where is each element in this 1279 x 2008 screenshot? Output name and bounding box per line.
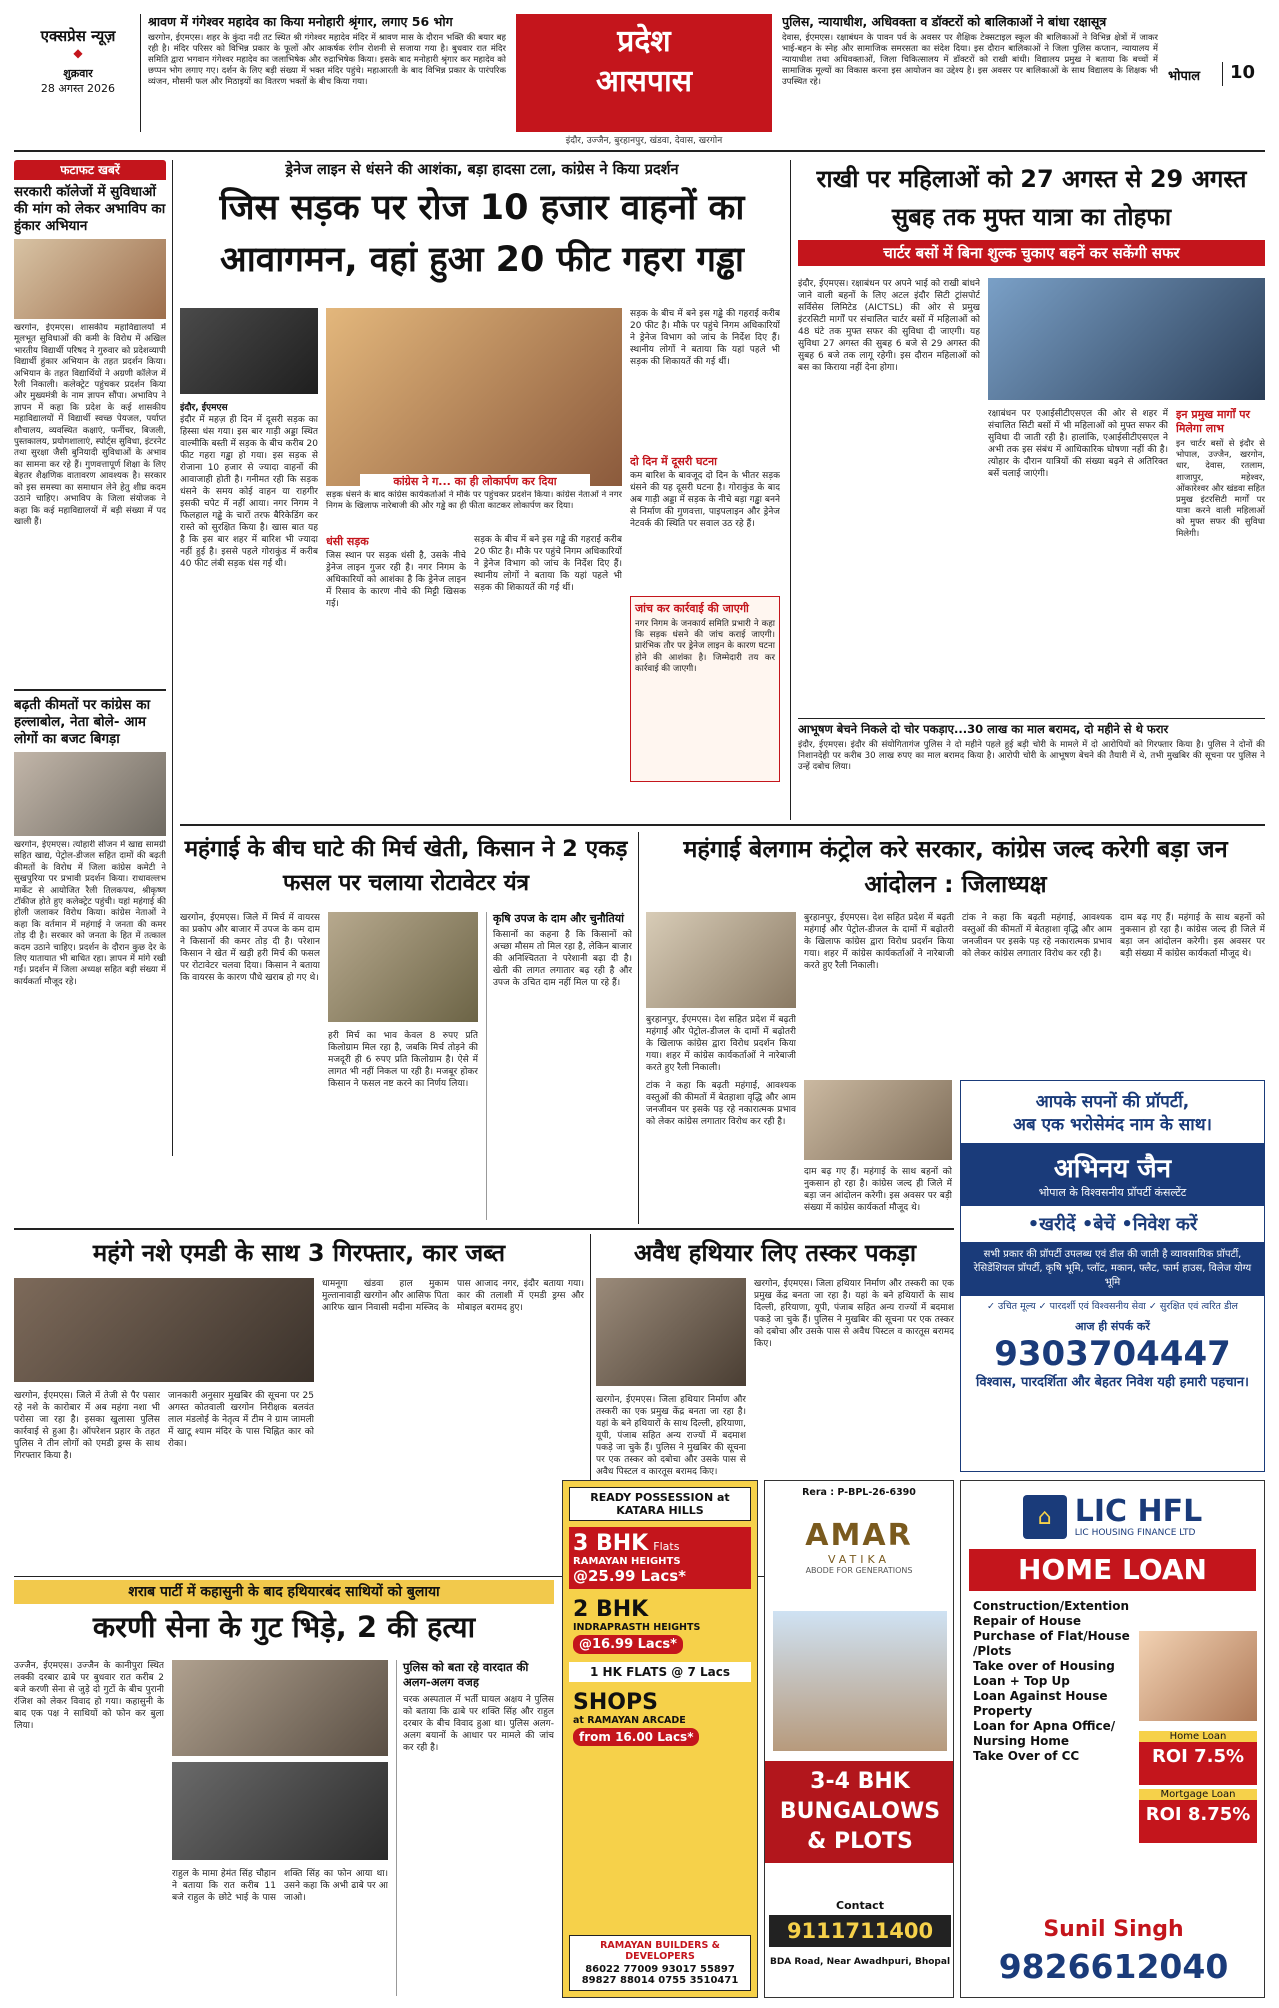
chilli-body-1: खरगोन, ईएमएस। जिले में मिर्च में वायरस का प्रकोप और बाजार में उपज के कम दाम ने किसानों की कमर तोड़ दी है। परेशान किसान ने खेत में खड़ी हरी मिर्च की फसल पर रोटावेटर चलवा दिया। किसान ने बताया कि वायरस के कारण पौधे खराब हो गए थे।	[180, 913, 320, 983]
md-headline: महंगे नशे एमडी के साथ 3 गिरफ्तार, कार जब्त	[92, 1239, 506, 1267]
karni-inset-title: पुलिस को बता रहे वारदात की अलग-अलग वजह	[403, 1660, 529, 1689]
section-title-line2: आसपास	[595, 64, 693, 99]
congress-body-3b: दाम बढ़ गए हैं। महंगाई के साथ बहनों को नुकसान हो रहा है। कांग्रेस जल्द ही जिले में बड़ा जन आंदोलन करेगी। इस अवसर पर बड़ी संख्या में कांग्रेस कार्यकर्ता मौजूद थे।	[804, 1167, 952, 1213]
section-banner	[516, 14, 772, 132]
arms-headline: अवैध हथियार लिए तस्कर पकड़ा	[633, 1239, 917, 1267]
chilli-headline: महंगाई के बीच घाटे की मिर्च खेती, किसान ने 2 एकड़ फसल पर चलाया रोटावेटर यंत्र	[184, 836, 628, 896]
lead-photo-pothole	[180, 308, 318, 394]
property-ad-line2: अब एक भरोसेमंद नाम के साथ।	[1013, 1115, 1212, 1135]
lic-badge-mortgage-rate: ROI 8.75%	[1145, 1804, 1251, 1825]
md-body-3: धामनूगा खंडवा हाल मुकाम मुल्तानावाड़ी खरगोन और आसिफ पिता आरिफ खान निवासी मदीना मस्जिद के पास आजाद नगर, इंदौर बताया गया। कार की तलाशी में एमडी ड्रग्स और मोबाइल बरामद हुए।	[322, 1279, 584, 1313]
katara-phones: 86022 77009 93017 55897 89827 88014 0755 3510471	[581, 1964, 739, 1986]
rakhi-body-2: रक्षाबंधन पर एआईसीटीएसएल की ओर से शहर में संचालित सिटी बसों में भी महिलाओं को मुफ्त सफर की सुविधा दी जाती रही है। हालांकि, एआईसीटीएसएल ने अभी तक इस संबंध में आधिकारिक घोषणा नहीं की है। त्योहार के दौरान यात्रियों की संख्या बढ़ने से अतिरिक्त बसें चलाई जाएंगी।	[988, 409, 1168, 479]
congress-body-2: टांक ने कहा कि बढ़ती महंगाई, आवश्यक वस्तुओं की कीमतों में बेतहाशा वृद्धि और आम जनजीवन पर इसके पड़ रहे नकारात्मक प्रभाव को लेकर कांग्रेस लगातार विरोध कर रही है।	[962, 913, 1112, 959]
amar-headline: 3-4 BHK BUNGALOWS & PLOTS	[765, 1761, 954, 1863]
lic-service-item: Take Over of CC	[973, 1749, 1080, 1763]
lic-family-photo	[1139, 1631, 1257, 1721]
lead-body-1: इंदौर में महज़ ही दिन में दूसरी सड़क का हिस्सा धंस गया। इस बार गाड़ी अड्डा स्थित वाल्मीकि बस्ती में सड़क के बीच करीब 20 फीट गहरा गड्ढा हो गया। इस सड़क से रोजाना 10 हजार से ज्यादा वाहनों की आवाजाही होती है। गनीमत रही कि सड़क धंसने के समय कोई वाहन या राहगीर इसकी चपेट में नहीं आया। नगर निगम ने फिलहाल गड्ढे के चारों तरफ बैरिकेडिंग कर रास्ते को सुरक्षित किया है। खास बात यह है कि इस बार शहर में बारिश भी ज्यादा नहीं हुई है। इससे पहले गोराकुंड में करीब 40 फीट लंबी सड़क धंस गई थी।	[180, 415, 318, 569]
chilli-inset-title: कृषि उपज के दाम और चुनौतियां	[493, 912, 624, 925]
congress-story	[646, 832, 1265, 1076]
lic-service-item: Construction/Extention	[973, 1599, 1130, 1613]
katara-top: READY POSSESSION at KATARA HILLS	[569, 1487, 751, 1521]
katara-project2: INDRAPRASTH HEIGHTS	[573, 1622, 701, 1633]
lic-contact-name: Sunil Singh	[1043, 1917, 1184, 1942]
masthead-left-story	[148, 14, 506, 132]
karni-victims-photo	[172, 1660, 388, 1756]
katara-price2: @16.99 Lacs*	[573, 1635, 683, 1654]
lead-inset-box	[630, 596, 780, 782]
rakhi-story	[798, 160, 1265, 720]
karni-headline: करणी सेना के गुट भिड़े, 2 की हत्या	[92, 1610, 476, 1644]
congress-body-2b: टांक ने कहा कि बढ़ती महंगाई, आवश्यक वस्तुओं की कीमतों में बेतहाशा वृद्धि और आम जनजीवन पर इसके पड़ रहे नकारात्मक प्रभाव को लेकर कांग्रेस लगातार विरोध कर रही है।	[646, 1081, 796, 1127]
lic-services-list	[973, 1599, 1133, 1764]
karni-kicker: शराब पार्टी में कहासुनी के बाद हथियारबंद साथियों को बुलाया	[14, 1580, 554, 1604]
lead-story	[180, 160, 784, 820]
congress-body-3: दाम बढ़ गए हैं। महंगाई के साथ बहनों को नुकसान हो रहा है। कांग्रेस जल्द ही जिले में बड़ा जन आंदोलन करेगी। इस अवसर पर बड़ी संख्या में कांग्रेस कार्यकर्ता मौजूद थे।	[1120, 913, 1265, 959]
chilli-body-2: हरी मिर्च का भाव केवल 8 रुपए प्रति किलोग्राम मिल रहा है, जबकि मिर्च तोड़ने की मजदूरी ही 6 रुपए प्रति किलोग्राम है। ऐसे में लागत भी नहीं निकल पा रही है। मजबूर होकर किसान ने फसल नष्ट करने का निर्णय लिया।	[328, 1031, 478, 1089]
theft-brief-headline: आभूषण बेचने निकले दो चोर पकड़ाए...30 लाख का माल बरामद, दो महीने से थे फरार	[798, 722, 1169, 736]
lic-title: HOME LOAN	[969, 1549, 1256, 1591]
left-story2-body: खरगोन, ईएमएस। त्योहारी सीजन में खाद्य सामग्री सहित खाद्य, पेट्रोल-डीजल सहित दामों की बढ़ती कीमतों के विरोध में जिला कांग्रेस कमेटी ने सुखपुरिया पर प्रभावी प्रदर्शन किया। राधावल्लभ मार्केट से आयोजित रैली तिलकपथ, श्रीकृष्ण टॉकीज होते हुए कलेक्ट्रेट पहुंची। यहां महंगाई की होली जलाकर विरोध किया। कांग्रेस नेताओं ने कहा कि वर्तमान में महंगाई ने जनता की कमर तोड़ दी है। सरकार को जनता के हित में तत्काल कदम उठाने चाहिए। प्रदर्शन के दौरान कुछ देर के लिए यातायात भी बाधित रहा। ज्ञापन में मांगे रखी गईं। प्रदर्शन में जिला अध्यक्ष सहित बड़ी संख्या में कार्यकर्ता मौजूद रहे।	[14, 840, 166, 987]
lead-body-3: सड़क के बीच में बने इस गड्ढे की गहराई करीब 20 फीट है। मौके पर पहुंचे निगम अधिकारियों ने ड्रेनेज विभाग को जांच के निर्देश दिए हैं। स्थानीय लोगों ने बताया कि यहां पहले भी सड़क की शिकायतें की गई थीं।	[630, 309, 780, 367]
lead-body-4: कम बारिश के बावजूद दो दिन के भीतर सड़क धंसने की यह दूसरी घटना है। गोराकुंड के बाद अब गाड़ी अड्डा में सड़क के नीचे बड़ा गड्ढा बनने से निर्माण की गुणवत्ता, पाइपलाइन और ड्रेनेज नेटवर्क की स्थिति पर सवाल उठ रहे हैं।	[630, 471, 780, 529]
lic-service-item: Loan + Top Up	[973, 1674, 1070, 1688]
rakhi-side-title: इन प्रमुख मार्गों पर मिलेगा लाभ	[1176, 408, 1251, 435]
left-story2-headline: बढ़ती कीमतों पर कांग्रेस का हल्लाबोल, नेता बोले- आम लोगों का बजट बिगड़ा	[14, 697, 151, 747]
katara-3bhk-label: Flats	[653, 1540, 680, 1553]
katara-builder: RAMAYAN BUILDERS & DEVELOPERS	[600, 1940, 720, 1962]
property-ad-contact-label: आज ही संपर्क करें	[1075, 1320, 1150, 1333]
karni-body-2: राहुल के मामा हेमंत सिंह चौहान ने बताया कि रात करीब 11 बजे राहुल के छोटे भाई के पास शक्ति सिंह का फोन आया था। उसने कहा कि अभी ढाबे पर आ जाओ।	[172, 1869, 388, 1903]
karni-inset	[396, 1660, 554, 1996]
lic-brand: LIC HFL	[1074, 1494, 1203, 1529]
congress-headline: महंगाई बेलगाम कंट्रोल करे सरकार, कांग्रेस जल्द करेगी बड़ा जन आंदोलन : जिलाध्यक्ष	[683, 835, 1228, 898]
edition-label: भोपाल	[1168, 69, 1201, 84]
arms-body: खरगोन, ईएमएस। जिला हथियार निर्माण और तस्करी का एक प्रमुख केंद्र बनता जा रहा है। यहां के बने हथियारों के साथ दिल्ली, हरियाणा, यूपी, पंजाब सहित अन्य राज्यों में बदमाश पकड़े जा चुके हैं। पुलिस ने मुखबिर की सूचना पर एक तस्कर को दबोचा और उसके पास से अवैध पिस्टल व कारतूस बरामद किए।	[754, 1279, 954, 1349]
masthead-left-headline: श्रावण में गंगेश्वर महादेव का किया मनोहारी श्रृंगार, लगाए 56 भोग	[148, 14, 453, 29]
lic-service-item: Nursing Home	[973, 1734, 1069, 1748]
lic-service-item: Loan for Apna Office/	[973, 1719, 1116, 1733]
rakhi-headline: राखी पर महिलाओं को 27 अगस्त से 29 अगस्त सुबह तक मुफ्त यात्रा का तोहफा	[816, 165, 1247, 231]
chilli-story	[180, 832, 632, 1222]
lead-kicker: ड्रेनेज लाइन से धंसने की आशंका, बड़ा हादसा टला, कांग्रेस ने किया प्रदर्शन	[285, 162, 679, 178]
masthead-day: शुक्रवार	[63, 67, 93, 80]
chilli-inset	[486, 912, 632, 1220]
md-story	[14, 1234, 584, 1570]
amar-rera: Rera : P-BPL-26-6390	[802, 1487, 916, 1498]
lic-service-item: Loan Against House Property	[973, 1689, 1108, 1718]
section-cities: इंदौर, उज्जैन, बुरहानपुर, खंडवा, देवास, खरगोन	[565, 136, 723, 146]
rakhi-body-1: इंदौर, ईएमएस। रक्षाबंधन पर अपने भाई को राखी बांधने जाने वाली बहनों के लिए अटल इंदौर सिटी ट्रांसपोर्ट सर्विसेस लिमिटेड (AICTSL) की ओर से प्रमुख इंटरसिटी मार्गों पर संचालित चार्टर बसों में महिलाओं को 48 घंटे तक मुफ्त सफर की सुविधा दी जाएगी। यह सुविधा 27 अगस्त की सुबह 6 बजे से 29 अगस्त की सुबह 6 बजे तक लागू रहेगी। इस दौरान महिलाओं को बस का किराया नहीं देना होगा।	[798, 279, 980, 373]
karni-story	[14, 1580, 554, 2000]
lic-badge-home-title: Home Loan	[1139, 1731, 1257, 1742]
lic-service-item: Purchase of Flat/House /Plots	[973, 1629, 1130, 1658]
karni-car-photo	[172, 1762, 388, 1860]
congress-body-1: बुरहानपुर, ईएमएस। देश सहित प्रदेश में बढ़ती महंगाई और पेट्रोल-डीजल के दामों में बढ़ोतरी के खिलाफ कांग्रेस द्वारा विरोध प्रदर्शन किया गया। शहर में कांग्रेस कार्यकर्ताओं ने नारेबाजी करते हुए रैली निकाली।	[646, 1015, 796, 1073]
rakhi-bus-photo	[988, 278, 1265, 400]
lead-inset-title: जांच कर कार्रवाई की जाएगी	[635, 602, 749, 615]
katara-1hk: 1 HK FLATS @ 7 Lacs	[569, 1662, 751, 1682]
theft-brief-body: इंदौर, ईएमएस। इंदौर की संयोगितागंज पुलिस ने दो महीने पहले हुई बड़ी चोरी के मामले में दो आरोपियों को गिरफ्तार किया है। पुलिस ने दोनों की निशानदेही पर करीब 30 लाख रुपए का माल बरामद किया है। आरोपी चोरी के आभूषण बेचने की तैयारी में थे, तभी मुखबिर की सूचना पर पुलिस ने उन्हें दबोच लिया।	[798, 740, 1265, 773]
lic-hfl-ad	[960, 1480, 1265, 1998]
lead-sub-2: दो दिन में दूसरी घटना	[630, 455, 718, 468]
md-body-2: जानकारी अनुसार मुखबिर की सूचना पर 25 अगस्त कोतवाली खरगोन निरीक्षक बलवंत लाल मंडलोई के नेतृत्व में टीम ने ग्राम जामली में खाटू श्याम मंदिर के पास चिह्नित कार को रोका।	[168, 1391, 314, 1449]
katara-shops: SHOPS	[573, 1690, 658, 1715]
arms-photo	[596, 1278, 746, 1386]
lead-body-2: जिस स्थान पर सड़क धंसी है, उसके नीचे ड्रेनेज लाइन गुजर रही है। नगर निगम के अधिकारियों को आशंका है कि ड्रेनेज लाइन में रिसाव के कारण नीचे की मिट्टी खिसक गई।	[326, 551, 466, 609]
masthead-right-story	[782, 14, 1158, 132]
lic-service-item: Repair of House	[973, 1614, 1082, 1628]
lic-brand-full: LIC HOUSING FINANCE LTD	[1074, 1528, 1196, 1538]
quick-news-header: फटाफट खबरें	[14, 160, 166, 180]
theft-brief	[798, 722, 1265, 818]
rakhi-subhead: चार्टर बसों में बिना शुल्क चुकाए बहनें कर सकेंगी सफर	[798, 240, 1265, 266]
chilli-field-photo	[328, 912, 478, 1022]
lead-inset-body: नगर निगम के जनकार्य समिति प्रभारी ने कहा कि सड़क धंसने की जांच कराई जाएगी। प्रारंभिक तौर पर ड्रेनेज लाइन के कारण घटना होने की आशंका है। जिम्मेदारी तय कर कार्रवाई की जाएगी।	[635, 619, 775, 674]
lead-photo-protest	[326, 308, 622, 486]
katara-2bhk: 2 BHK	[573, 1597, 649, 1622]
amar-logo-sub: VATIKA	[827, 1553, 890, 1566]
congress-story-cont	[646, 1080, 952, 1222]
property-ad	[960, 1080, 1265, 1472]
karni-inset-body: चरक अस्पताल में भर्ती घायल अक्षय ने पुलिस को बताया कि ढाबे पर शक्ति सिंह और राहुल दरबार के बीच विवाद हुआ था। पुलिस अलग-अलग बयानों के आधार पर मामले की जांच कर रही है।	[403, 1695, 554, 1753]
paper-name: एक्सप्रेस न्यूज़	[40, 27, 116, 45]
paper-brand	[18, 12, 138, 122]
amar-phone: 9111711400	[769, 1915, 951, 1947]
lic-logo-icon: ⌂	[1023, 1495, 1067, 1539]
amar-tag: ABODE FOR GENERATIONS	[805, 1566, 913, 1575]
amar-bungalow-image	[773, 1611, 947, 1751]
lic-service-item: Take over of Housing	[973, 1659, 1115, 1673]
brand-ornament-icon: ◆	[73, 46, 83, 60]
property-ad-line1: आपके सपनों की प्रॉपर्टी,	[1035, 1092, 1190, 1112]
arms-body-cont: खरगोन, ईएमएस। जिला हथियार निर्माण और तस्करी का एक प्रमुख केंद्र बनता जा रहा है। यहां के बने हथियारों के साथ दिल्ली, हरियाणा, यूपी, पंजाब सहित अन्य राज्यों में बदमाश पकड़े जा चुके हैं। पुलिस ने मुखबिर की सूचना पर एक तस्कर को दबोचा और उसके पास से अवैध पिस्टल व कारतूस बरामद किए।	[596, 1395, 746, 1477]
katara-project1: RAMAYAN HEIGHTS	[573, 1556, 681, 1567]
property-ad-tagline: भोपाल के विश्वसनीय प्रॉपर्टी कंसल्टेंट	[1038, 1186, 1187, 1199]
lic-phone: 9826612040	[998, 1947, 1229, 1986]
lic-badge-home-rate: ROI 7.5%	[1151, 1746, 1245, 1767]
lead-body-3-cont: सड़क के बीच में बने इस गड्ढे की गहराई करीब 20 फीट है। मौके पर पहुंचे निगम अधिकारियों ने ड्रेनेज विभाग को जांच के निर्देश दिए हैं। स्थानीय लोगों ने बताया कि यहां पहले भी सड़क की शिकायतें की गई थीं।	[474, 535, 622, 593]
amar-address: BDA Road, Near Awadhpuri, Bhopal	[769, 1957, 951, 1967]
lead-middle-text	[474, 534, 622, 784]
amar-contact-label: Contact	[836, 1899, 884, 1912]
lead-headline: जिस सड़क पर रोज 10 हजार वाहनों का आवागमन, वहां हुआ 20 फीट गहरा गड्ढा	[219, 188, 745, 280]
masthead-date: 28 अगस्त 2026	[40, 82, 116, 95]
lic-badge-mortgage-title: Mortgage Loan	[1139, 1789, 1257, 1800]
lead-sub-1: धंसी सड़क	[326, 535, 369, 548]
congress-leader-photo	[804, 1080, 952, 1160]
masthead-right-body: देवास, ईएमएस। रक्षाबंधन के पावन पर्व के अवसर पर शैक्षिक टेक्सटाइल स्कूल की बालिकाओं ने विभिन्न क्षेत्रों में जाकर भाई-बहन के स्नेह और सामाजिक समरसता का संदेश दिया। इस दौरान बालिकाओं ने जिला पुलिस कप्तान, न्यायालय में न्यायाधीश तथा अधिवक्ताओं, जिला चिकित्सालय में डॉक्टरों को राखी बांधी। विद्यालय प्रमुख ने बताया कि बच्चों में सामाजिक मूल्यों का विकास करना इस आयोजन का उद्देश्य है। इस अवसर पर बालिकाओं के साथ विद्यालय के शिक्षक भी उपस्थित रहे।	[782, 33, 1158, 87]
rakhi-side-box	[1176, 408, 1265, 714]
lead-dateline: इंदौर, ईएमएस	[180, 403, 228, 413]
katara-shops-price: from 16.00 Lacs*	[573, 1728, 699, 1746]
left-story1-photo	[14, 239, 166, 319]
md-accused-photo	[14, 1278, 314, 1382]
property-ad-phone: 9303704447	[994, 1334, 1231, 1374]
masthead-right-headline: पुलिस, न्यायाधीश, अधिवक्ता व डॉक्टरों को बालिकाओं ने बांधा रक्षासूत्र	[782, 14, 1107, 29]
left-story2-photo	[14, 752, 166, 836]
property-ad-desc: सभी प्रकार की प्रॉपर्टी उपलब्ध एवं डील की जाती है व्यावसायिक प्रॉपर्टी, रेसिडेंशियल प्रॉपर्टी, कृषि भूमि, प्लॉट, मकान, फ्लैट, फार्म हाउस, विलेज योग्य भूमि	[961, 1242, 1264, 1296]
amar-vatika-ad	[764, 1480, 954, 1998]
lead-photo-caption: कांग्रेस ने ग... का ही लोकार्पण कर दिया	[360, 474, 590, 489]
property-ad-features: ✓ उचित मूल्य ✓ पारदर्शी एवं विश्वसनीय सेवा ✓ सुरक्षित एवं त्वरित डील	[987, 1301, 1238, 1312]
lic-badge-mortgage	[1139, 1789, 1257, 1843]
katara-3bhk: 3 BHK	[573, 1531, 649, 1556]
masthead	[0, 0, 1279, 150]
masthead-left-body: खरगोन, ईएमएस। शहर के कुंदा नदी तट स्थित श्री गंगेश्वर महादेव मंदिर में श्रावण मास के दौरान भक्ति की बयार बह रही है। मंदिर परिसर को विभिन्न प्रकार के फूलों और आकर्षक रंगीन रोशनी से सजाया गया है। बुधवार रात मंदिर समिति द्वारा भगवान गंगेश्वर महादेव का जलाभिषेक और रुद्राभिषेक किया। इसके बाद मनोहारी श्रृंगार कर महादेव को छप्पन भोग लगाए गए। दर्शन के लिए बड़ी संख्या में भक्त मंदिर पहुंचे। महाआरती के बाद विभिन्न प्रकार के पारंपरिक व्यंजन, मौसमी फल और मिठाइयों का वितरण भक्तों के बीच किया गया।	[148, 33, 506, 87]
left-story1-body: खरगोन, ईएमएस। शासकीय महाविद्यालयों में मूलभूत सुविधाओं की कमी के विरोध में अखिल भारतीय विद्यार्थी परिषद ने गुरुवार को प्रदेशव्यापी विद्यार्थी हुंकार अभियान के तहत प्रदर्शन किया। अभियान के तहत विद्यार्थियों ने अग्रणी कॉलेज में रैली निकाली। कलेक्ट्रेट पहुंचकर प्रदर्शन किया और मुख्यमंत्री के नाम ज्ञापन सौंपा। अभाविप ने ज्ञापन में कहा कि प्रदेश के कई शासकीय महाविद्यालयों में विद्यार्थी स्वच्छ पेयजल, पर्याप्त शौचालय, व्यवस्थित कक्षाएं, फर्नीचर, बिजली, पुस्तकालय, प्रयोगशालाएं, स्पोर्ट्स सुविधा, इंटरनेट तथा सुरक्षा जैसी बुनियादी सुविधाओं के अभाव का सामना कर रहे हैं। गुणवत्तापूर्ण शिक्षा के लिए बेहतर शैक्षणिक वातावरण आवश्यक है। सरकार को इस समस्या का समाधान लेने हेतु शीघ्र कदम उठाने चाहिए। अभाविप के जिला संयोजक ने कहा कि कई महाविद्यालयों में बड़ी संख्या में पद खाली हैं।	[14, 323, 166, 527]
md-body-1: खरगोन, ईएमएस। जिले में तेजी से पैर पसार रहे नशे के कारोबार में अब महंगा नशा भी परोसा जा रहा है। इसका खुलासा पुलिस कार्रवाई से हुआ है। ऑपरेशन प्रहार के तहत पुलिस ने तीन लोगों को एमडी ड्रग्स के साथ गिरफ्तार किया है।	[14, 1391, 160, 1461]
katara-price1: @25.99 Lacs*	[573, 1567, 687, 1585]
rakhi-side-body: इन चार्टर बसों से इंदौर से भोपाल, उज्जैन, खरगोन, धार, देवास, रतलाम, शाजापुर, महेश्वर, ओंकारेश्वर और खंडवा सहित प्रमुख इंटरसिटी मार्गों पर यात्रा करने वाली महिलाओं को मुफ्त सफर की सुविधा मिलेगी।	[1176, 439, 1265, 539]
lead-photo-caption-body: सड़क धंसने के बाद कांग्रेस कार्यकर्ताओं ने मौके पर पहुंचकर प्रदर्शन किया। कांग्रेस नेताओं ने नगर निगम के खिलाफ नारेबाजी की और गड्ढे का ही फीता काटकर लोकार्पण कर दिया।	[326, 490, 622, 511]
left-story1-headline: सरकारी कॉलेजों में सुविधाओं की मांग को लेकर अभाविप का हुंकार अभियान	[14, 184, 166, 234]
karni-body-1: उज्जैन, ईएमएस। उज्जैन के कानीपुरा स्थित लक्की दरबार ढाबे पर बुधवार रात करीब 2 बजे करणी सेना से जुड़े दो गुटों के बीच पुरानी रंजिश को लेकर विवाद हो गया। कहासुनी के बाद एक पक्ष ने साथियों को फोन कर बुला लिया।	[14, 1661, 164, 1731]
congress-rally-photo	[646, 912, 796, 1008]
left-brief-column	[14, 160, 166, 1156]
property-ad-footer: विश्वास, पारदर्शिता और बेहतर निवेश यही हमारी पहचान।	[976, 1375, 1249, 1390]
property-ad-actions: •खरीदें •बेचें •निवेश करें	[1027, 1214, 1198, 1235]
lic-badge-home	[1139, 1731, 1257, 1785]
section-title-line1: प्रदेश	[617, 24, 671, 59]
page-number: 10	[1230, 62, 1256, 83]
congress-body-1b: बुरहानपुर, ईएमएस। देश सहित प्रदेश में बढ़ती महंगाई और पेट्रोल-डीजल के दामों में बढ़ोतरी के खिलाफ कांग्रेस द्वारा विरोध प्रदर्शन किया गया। शहर में कांग्रेस कार्यकर्ताओं ने नारेबाजी करते हुए रैली निकाली।	[804, 913, 954, 971]
katara-shops-at: at RAMAYAN ARCADE	[573, 1715, 686, 1726]
katara-hills-ad	[562, 1480, 758, 1998]
property-ad-name: अभिनय जैन	[1053, 1154, 1172, 1184]
amar-logo-name: AMAR	[805, 1518, 913, 1553]
chilli-inset-body: किसानों का कहना है कि किसानों को अच्छा मौसम तो मिल रहा है, लेकिन बाजार की अनिश्चितता ने परेशानी बढ़ा दी है। खेती की लागत लगातार बढ़ रही है और उपज के उचित दाम नहीं मिल पा रहे हैं।	[493, 930, 632, 988]
